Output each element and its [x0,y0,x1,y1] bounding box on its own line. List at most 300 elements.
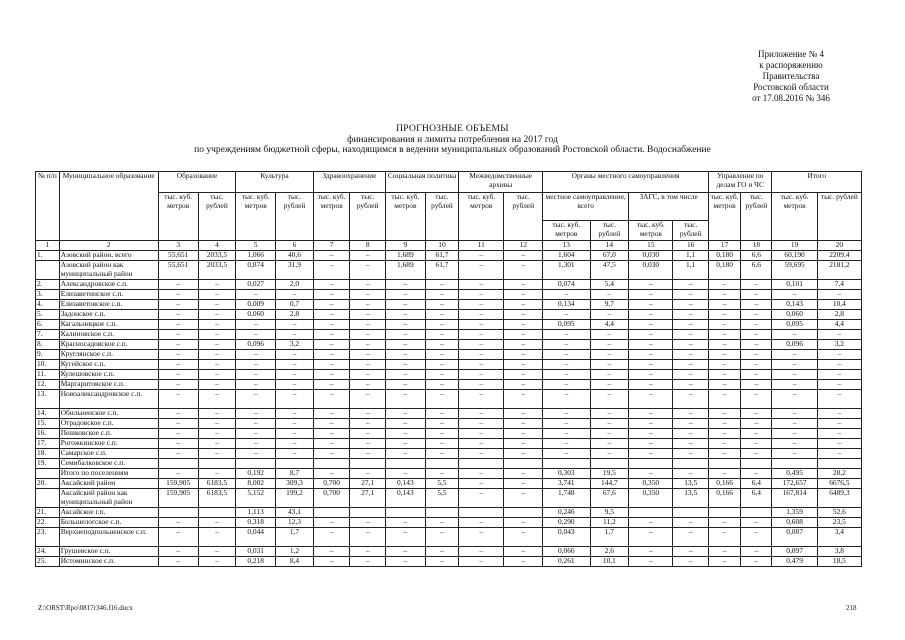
data-cell: – [425,320,458,330]
data-cell: – [708,557,740,567]
data-cell [543,459,590,469]
data-cell: 1,689 [385,261,425,280]
data-cell: 67,0 [590,251,629,261]
data-cell: 6,6 [741,251,772,261]
data-cell [459,459,504,469]
data-cell: – [313,518,350,528]
data-cell: – [158,350,198,360]
data-cell: – [741,310,772,320]
data-cell: – [313,439,350,449]
table-header [36,172,862,251]
data-cell: – [708,518,740,528]
table-row [36,459,862,469]
header-social: Социальная политика [385,172,458,193]
data-cell: – [741,380,772,390]
data-cell: 0,166 [708,479,740,489]
data-cell: – [543,439,590,449]
data-cell: – [772,330,817,340]
data-cell: – [629,340,673,350]
data-cell: – [629,518,673,528]
municipality-name: Аксайское г.п. [59,508,158,518]
data-cell: – [590,290,629,300]
data-cell: – [504,439,543,449]
table-row [36,310,862,320]
data-cell: – [772,409,817,419]
data-cell: – [772,290,817,300]
data-cell: – [741,360,772,370]
data-cell: – [708,370,740,380]
data-cell: – [590,449,629,459]
data-cell: – [817,350,861,360]
data-cell: – [629,330,673,340]
data-cell: – [385,518,425,528]
data-cell: – [629,300,673,310]
data-cell: – [350,340,386,350]
data-cell: – [459,489,504,508]
data-cell: – [198,380,236,390]
data-cell: – [708,419,740,429]
column-number: 9 [385,241,425,251]
data-cell: – [590,340,629,350]
data-cell: – [629,380,673,390]
municipality-name: Аксайский район [59,479,158,489]
data-cell [708,508,740,518]
data-cell: – [236,360,276,370]
data-cell: – [504,409,543,419]
data-cell: – [543,310,590,320]
data-cell: – [350,419,386,429]
data-cell: 27,1 [350,489,386,508]
row-number: 6. [36,320,60,330]
data-cell: 12,3 [276,518,314,528]
data-cell: 19,5 [590,469,629,479]
data-cell: – [459,439,504,449]
data-cell: – [543,340,590,350]
data-cell: 0,874 [236,261,276,280]
data-cell: – [673,360,709,370]
row-number: 25. [36,557,60,567]
data-cell: 2,8 [276,310,314,320]
data-cell: – [385,340,425,350]
table-row [36,518,862,528]
data-cell: – [158,330,198,340]
data-cell: – [629,557,673,567]
table-row [36,280,862,290]
municipality-name: Обильненское с.п. [59,409,158,419]
data-cell: 1,359 [772,508,817,518]
data-cell: 28,2 [817,469,861,479]
data-cell: – [425,528,458,547]
header-go-chs: Управление по делам ГО и ЧС [708,172,772,193]
data-cell: – [313,469,350,479]
column-number: 19 [772,241,817,251]
data-cell: – [385,330,425,340]
data-cell [350,459,386,469]
row-number: 13. [36,390,60,409]
data-cell: – [276,360,314,370]
data-cell: – [629,310,673,320]
data-cell [504,459,543,469]
data-cell: – [708,409,740,419]
data-cell: – [708,547,740,557]
row-number: 8. [36,340,60,350]
title-line-3: по учреждениям бюджетной сферы, находящимся в ведении муниципальных образований Ростовской области. Водоснабжение [194,145,711,155]
data-cell: – [236,449,276,459]
data-cell: – [629,320,673,330]
data-cell: 0,031 [236,547,276,557]
data-cell: 159,905 [158,489,198,508]
data-cell: – [708,290,740,300]
data-cell: – [350,251,386,261]
data-cell: – [741,469,772,479]
data-cell [313,459,350,469]
data-cell: – [350,350,386,360]
data-cell [772,459,817,469]
unit-rub: тыс. рублей [817,193,861,241]
data-cell: – [459,251,504,261]
data-cell: 10,1 [590,557,629,567]
row-number: 1. [36,251,60,261]
row-number: 7. [36,330,60,340]
data-cell: 8,4 [276,557,314,567]
municipality-name: Аксайский район как муниципальный район [59,489,158,508]
data-cell: – [459,557,504,567]
data-cell [741,508,772,518]
data-cell: – [741,340,772,350]
municipality-name: Азовский район, всего [59,251,158,261]
data-cell: 172,657 [772,479,817,489]
data-cell: – [313,350,350,360]
appendix-line: Ростовской области [753,82,829,92]
data-cell: – [673,547,709,557]
data-cell: 0,074 [543,280,590,290]
data-cell: – [629,547,673,557]
data-cell: – [590,409,629,419]
data-cell: – [158,439,198,449]
data-cell: – [198,409,236,419]
data-cell: – [459,340,504,350]
appendix-line: от 17.08.2016 № 346 [752,93,830,103]
column-number: 5 [236,241,276,251]
header-health: Здравоохранение [313,172,385,193]
data-cell: – [425,290,458,300]
title-line-2: финансирования и лимиты потребления на 2017 год [347,134,558,145]
data-cell: – [350,429,386,439]
data-cell: 8,7 [276,469,314,479]
data-cell: – [236,390,276,409]
data-cell: 1,7 [590,528,629,547]
data-cell: 0,350 [629,479,673,489]
data-cell: – [313,251,350,261]
data-cell: – [741,390,772,409]
data-cell: – [313,390,350,409]
data-cell: – [350,390,386,409]
data-cell: – [385,390,425,409]
data-cell: – [425,449,458,459]
data-cell: – [504,370,543,380]
data-cell: – [276,330,314,340]
data-cell: – [772,419,817,429]
unit-rub: тыс. рублей [741,193,772,241]
data-cell: 0,700 [313,479,350,489]
row-number: 19. [36,459,60,469]
municipality-name: Большелогское с.п. [59,518,158,528]
table-row [36,429,862,439]
table-row [36,380,862,390]
data-cell: – [504,261,543,280]
data-cell: – [459,330,504,340]
table-row [36,340,862,350]
data-cell: – [198,518,236,528]
data-cell: – [313,370,350,380]
data-cell: 43,1 [276,508,314,518]
data-cell: – [425,340,458,350]
data-cell: – [673,340,709,350]
data-cell: – [741,409,772,419]
data-cell: – [350,370,386,380]
data-cell: – [276,390,314,409]
data-cell: 0,218 [236,557,276,567]
municipality-name: Калиновское с.п. [59,330,158,340]
data-cell [425,459,458,469]
data-cell: – [459,280,504,290]
data-cell: 3,4 [817,528,861,547]
data-cell: – [708,528,740,547]
data-cell: – [817,370,861,380]
data-cell: – [313,528,350,547]
appendix-line: Правительства [762,71,820,81]
data-cell: 0,192 [236,469,276,479]
table-row [36,290,862,300]
data-cell: – [158,310,198,320]
data-cell: – [772,429,817,439]
data-cell: – [629,528,673,547]
data-table-wrapper [35,171,862,567]
row-number: 20. [36,479,60,489]
data-cell: – [673,300,709,310]
data-cell [385,508,425,518]
header-local-self-gov-total: местное самоуправление, всего [543,193,629,221]
data-cell: – [708,280,740,290]
data-cell: – [385,290,425,300]
header-culture: Культура [236,172,314,193]
data-cell: 0,7 [276,300,314,310]
data-cell: – [276,290,314,300]
data-cell: – [817,449,861,459]
data-cell: 27,1 [350,479,386,489]
data-cell: 2033,5 [198,261,236,280]
data-cell: – [459,518,504,528]
data-cell [425,508,458,518]
unit-m3: тыс. куб. метров [236,193,276,241]
data-cell: – [708,340,740,350]
data-cell: – [158,518,198,528]
data-cell: – [158,409,198,419]
data-cell: – [385,370,425,380]
data-cell: – [629,469,673,479]
data-cell: – [158,469,198,479]
data-cell: – [313,409,350,419]
data-cell: 1,1 [673,261,709,280]
data-cell: – [198,557,236,567]
data-cell: – [504,547,543,557]
title-line-1: ПРОГНОЗНЫЕ ОБЪЕМЫ [396,124,509,134]
header-num: № п/п [36,172,60,241]
data-cell: 0,134 [543,300,590,310]
data-cell: 0,097 [772,547,817,557]
data-cell: – [817,419,861,429]
data-cell: – [459,528,504,547]
data-cell: – [385,280,425,290]
data-cell: – [590,330,629,340]
data-cell: – [236,409,276,419]
data-cell: – [629,449,673,459]
data-cell: – [350,518,386,528]
data-cell: – [158,419,198,429]
data-cell: 199,2 [276,489,314,508]
data-cell: – [350,547,386,557]
municipality-name: Рогожкинское с.п. [59,439,158,449]
footer-page-number: 218 [846,604,857,612]
unit-m3-alt: тыс. куб. метров [313,193,350,241]
data-cell: 6,4 [741,479,772,489]
data-cell: – [313,429,350,439]
data-cell: – [629,350,673,360]
table-row [36,320,862,330]
data-cell: 0,608 [772,518,817,528]
data-cell: – [313,557,350,567]
table-row [36,489,862,508]
data-cell: – [741,370,772,380]
data-cell: – [673,469,709,479]
data-cell: – [629,290,673,300]
data-cell: – [198,390,236,409]
data-cell [276,459,314,469]
data-cell: – [504,251,543,261]
data-cell: – [425,429,458,439]
data-cell: 0,043 [543,528,590,547]
data-cell: – [741,449,772,459]
row-number [36,469,60,479]
table-row [36,469,862,479]
unit-rub: тыс. рублей [276,193,314,241]
appendix-block [735,49,847,104]
appendix-line: Приложение № 4 [758,49,824,59]
row-number: 15. [36,419,60,429]
row-number: 10. [36,360,60,370]
data-cell: – [590,370,629,380]
data-cell [590,459,629,469]
data-cell: 0,030 [629,251,673,261]
data-cell: – [425,547,458,557]
data-cell: – [504,390,543,409]
data-cell: – [629,439,673,449]
data-cell: – [385,320,425,330]
data-cell: 61,7 [425,261,458,280]
column-number: 14 [590,241,629,251]
data-cell: 0,027 [236,280,276,290]
data-cell: – [425,409,458,419]
data-cell: 40,6 [276,251,314,261]
data-cell: – [198,469,236,479]
column-number: 11 [459,241,504,251]
unit-rub: тыс. рублей [425,193,458,241]
data-cell: – [198,419,236,429]
data-cell: 0,066 [543,547,590,557]
data-cell: 0,166 [708,489,740,508]
data-cell: – [590,419,629,429]
data-cell: – [350,330,386,340]
municipality-name: Грушевское с.п. [59,547,158,557]
data-cell: – [741,280,772,290]
data-cell: – [236,330,276,340]
data-cell: – [673,449,709,459]
data-cell: – [385,409,425,419]
data-cell: – [198,350,236,360]
data-cell: – [198,547,236,557]
data-cell: 23,5 [817,518,861,528]
table-row [36,390,862,409]
data-cell [629,508,673,518]
data-cell: 0,087 [772,528,817,547]
municipality-name: Круглянское с.п. [59,350,158,360]
data-cell: – [385,350,425,360]
row-number: 2. [36,280,60,290]
data-cell: – [198,528,236,547]
data-cell: – [708,469,740,479]
row-number: 11. [36,370,60,380]
data-cell: 18,5 [817,557,861,567]
column-number: 15 [629,241,673,251]
data-cell: – [590,390,629,409]
data-cell: – [158,290,198,300]
column-number: 1 [36,241,60,251]
data-cell: 47,5 [590,261,629,280]
data-cell: – [350,360,386,370]
data-cell: – [385,310,425,320]
data-cell: 1,2 [276,547,314,557]
data-cell: 2,8 [817,310,861,320]
data-cell: 0,101 [772,280,817,290]
data-cell: 0,096 [772,340,817,350]
data-cell: – [543,290,590,300]
data-cell [158,508,198,518]
data-cell: 0,030 [629,261,673,280]
data-cell: – [236,350,276,360]
data-cell: – [629,360,673,370]
data-cell: – [198,429,236,439]
data-cell: 0,009 [236,300,276,310]
row-number: 3. [36,290,60,300]
data-cell: – [313,340,350,350]
data-cell: – [504,518,543,528]
data-cell: – [543,360,590,370]
data-cell: – [425,280,458,290]
unit-rub: тыс. рублей [504,193,543,241]
data-cell: 6,6 [741,261,772,280]
data-cell: 5,5 [425,489,458,508]
data-cell: – [590,429,629,439]
data-cell: – [504,528,543,547]
data-cell: – [276,380,314,390]
data-cell: – [385,419,425,429]
row-number: 14. [36,409,60,419]
data-cell: – [158,528,198,547]
data-cell: – [313,300,350,310]
data-cell: – [236,419,276,429]
data-cell [198,459,236,469]
data-cell: – [459,429,504,439]
